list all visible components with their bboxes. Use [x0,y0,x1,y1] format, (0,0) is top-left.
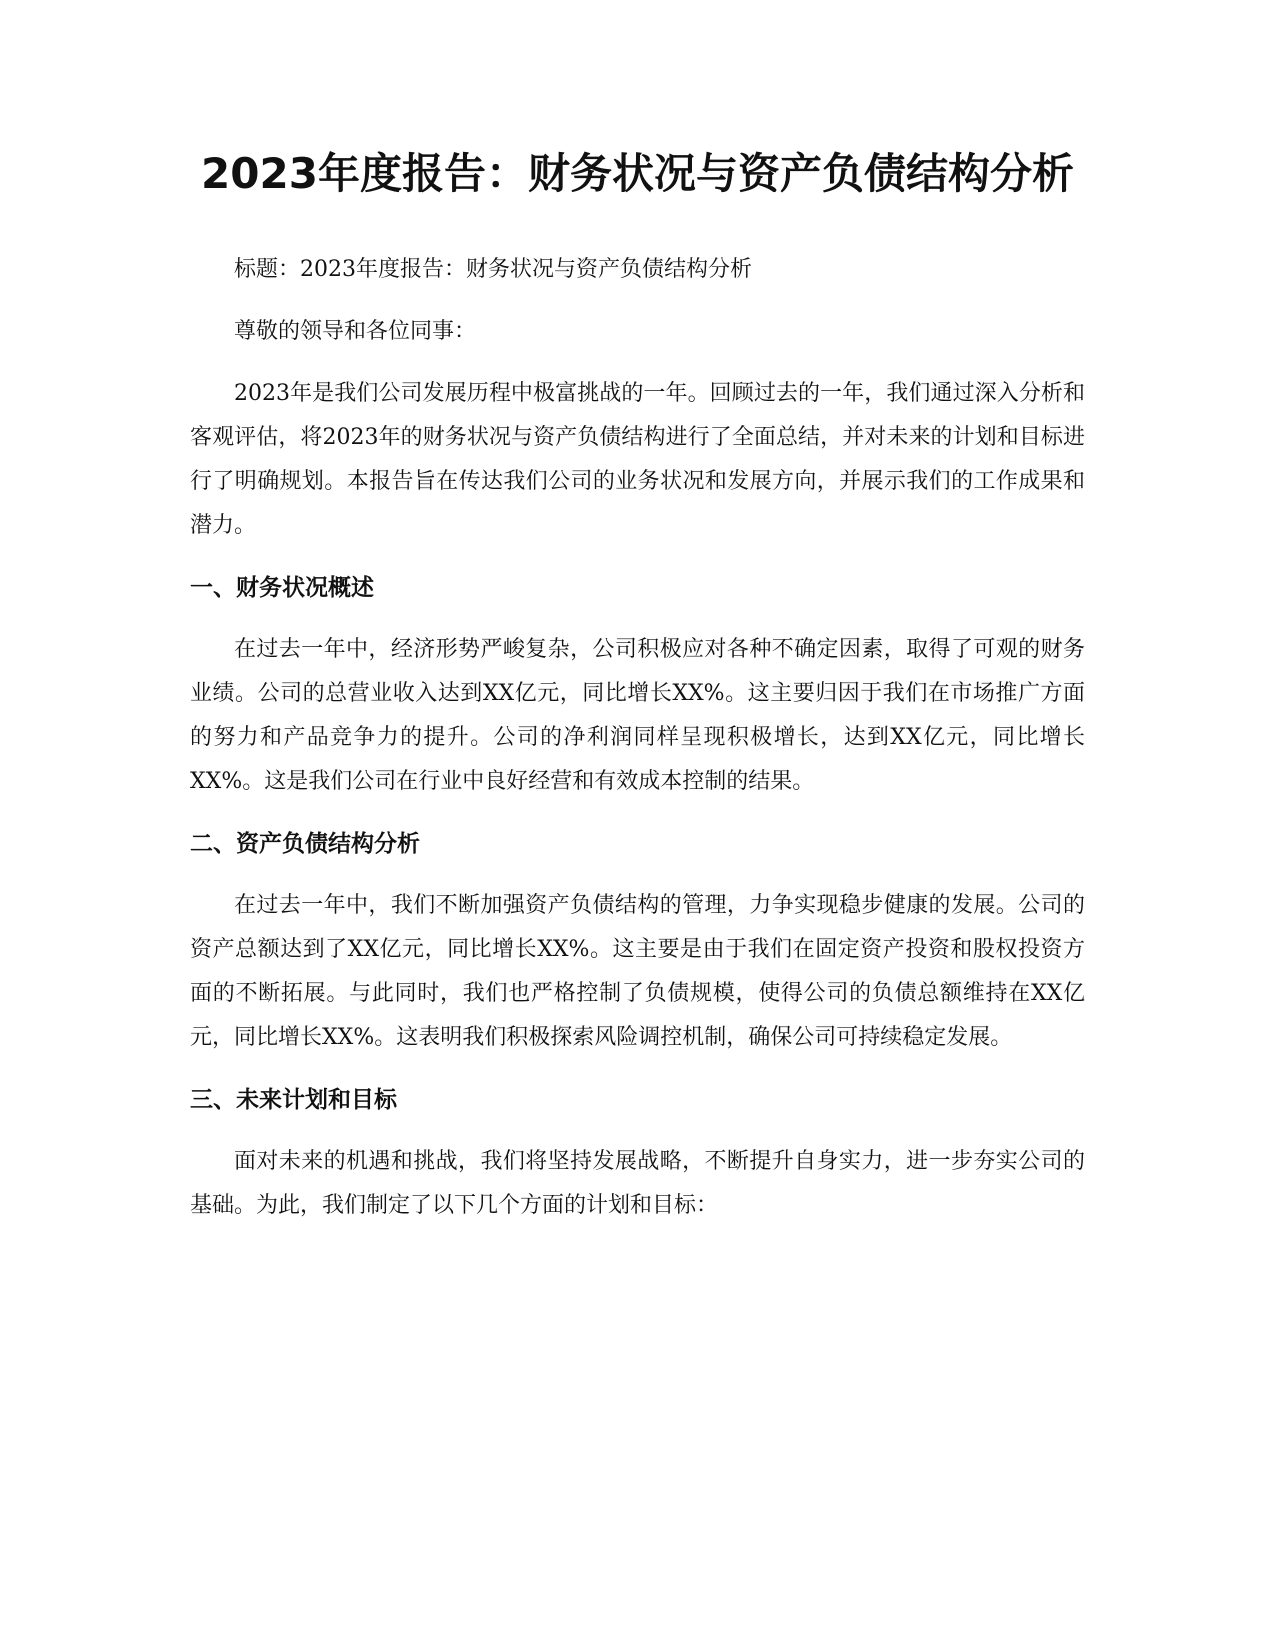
greeting: 尊敬的领导和各位同事： [234,319,477,344]
subject-line: 标题：2023年度报告：财务状况与资产负债结构分析 [234,257,752,282]
section-body-financial-overview: 在过去一年中，经济形势严峻复杂，公司积极应对各种不确定因素，取得了可观的财务业绩。公司的总营业收入达到XX亿元，同比增长XX%。这主要归因于我们在市场推广方面的努力和产品竞争力的提升。公司的净利润同样呈现积极增长，达到XX亿元，同比增长XX%。这是我们公司在行业中良好经营和有效成本控制的结果。 [190,637,1085,794]
section-body-balance-sheet: 在过去一年中，我们不断加强资产负债结构的管理，力争实现稳步健康的发展。公司的资产总额达到了XX亿元，同比增长XX%。这主要是由于我们在固定资产投资和股权投资方面的不断拓展。与此同时，我们也严格控制了负债规模，使得公司的负债总额维持在XX亿元，同比增长XX%。这表明我们积极探索风险调控机制，确保公司可持续稳定发展。 [190,893,1085,1050]
section-heading-balance-sheet: 二、资产负债结构分析 [190,831,420,857]
intro-paragraph: 2023年是我们公司发展历程中极富挑战的一年。回顾过去的一年，我们通过深入分析和客观评估，将2023年的财务状况与资产负债结构进行了全面总结，并对未来的计划和目标进行了明确规划。本报告旨在传达我们公司的业务状况和发展方向，并展示我们的工作成果和潜力。 [190,381,1085,538]
section-heading-future-plans: 三、未来计划和目标 [190,1087,397,1113]
section-heading-financial-overview: 一、财务状况概述 [190,575,374,601]
section-body-future-plans: 面对未来的机遇和挑战，我们将坚持发展战略，不断提升自身实力，进一步夯实公司的基础。为此，我们制定了以下几个方面的计划和目标： [190,1149,1085,1218]
document-title: 2023年度报告：财务状况与资产负债结构分析 [201,149,1074,198]
